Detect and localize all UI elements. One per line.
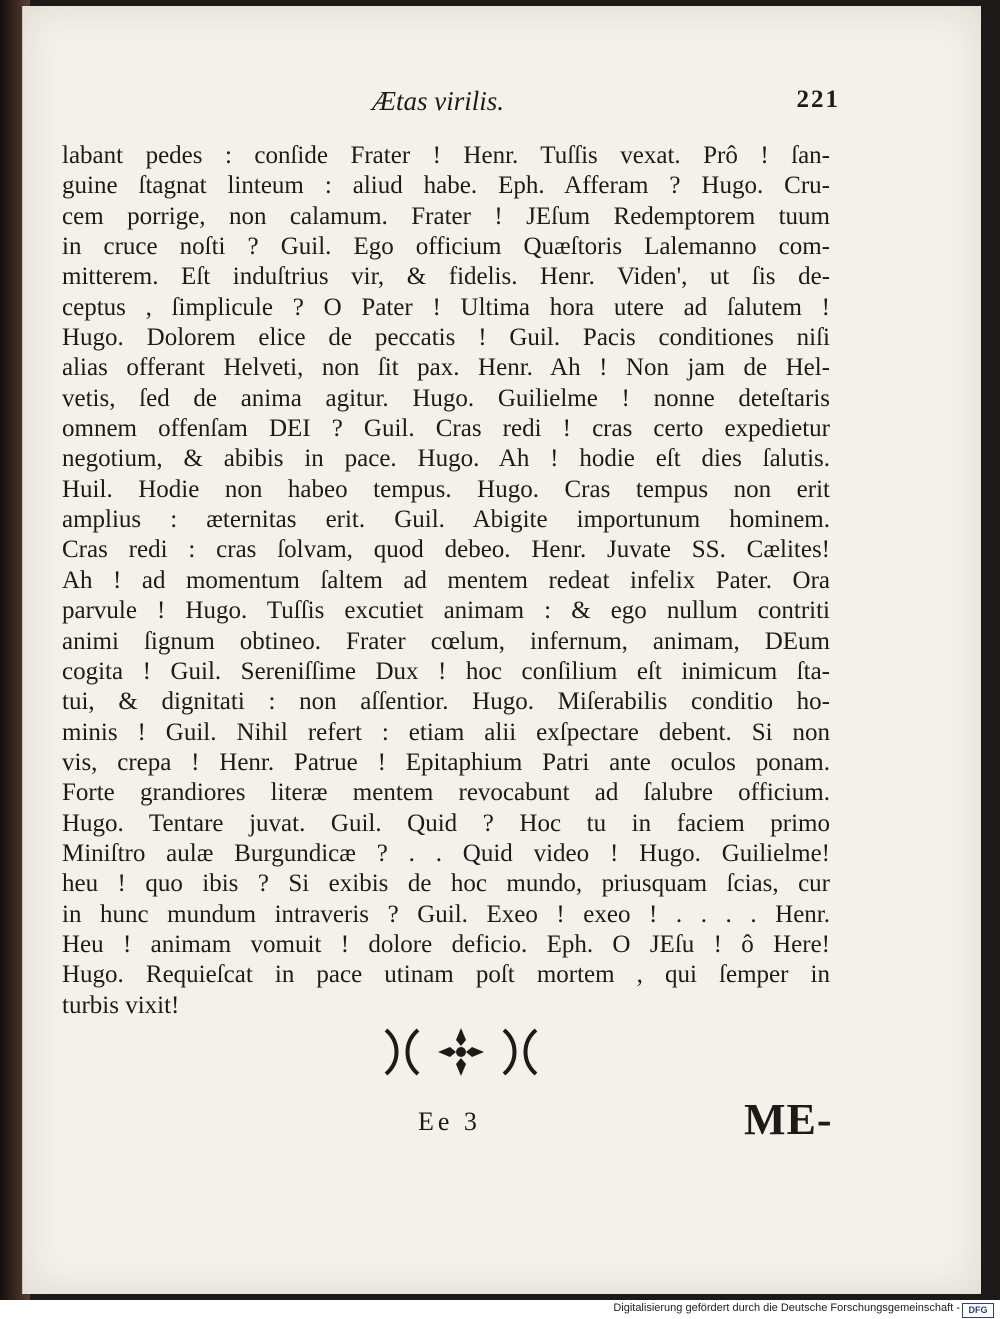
text-line: in cruce noſti ? Guil. Ego officium Quæſtoris Lalemanno com- [62, 233, 830, 261]
text-line: Ah ! ad momentum ſaltem ad mentem redeat infelix Pater. Ora [62, 566, 830, 594]
text-line: cem porrige, non calamum. Frater ! JEſum Redemptorem tuum [62, 202, 830, 230]
text-line: Miniſtro aulæ Burgundicæ ? . . Quid video ! Hugo. Guilielme! [62, 839, 830, 867]
dfg-logo-icon: DFG [962, 1303, 994, 1318]
text-line: mitterem. Eſt induſtrius vir, & fidelis. Henr. Viden', ut ſis de- [62, 263, 830, 291]
text-line: Cras redi : cras ſolvam, quod debeo. Henr. Juvate SS. Cælites! [62, 536, 830, 564]
text-line: Hugo. Requieſcat in pace utinam poſt mortem , qui ſemper in [62, 961, 830, 989]
text-line: animi ſignum obtineo. Frater cœlum, infernum, animam, DEum [62, 627, 830, 655]
text-line: Forte grandiores literæ mentem revocabunt ad ſalubre officium. [62, 779, 830, 807]
text-line: minis ! Guil. Nihil refert : etiam alii exſpectare debent. Si non [62, 718, 830, 746]
text-line: tui, & dignitati : non aſſentior. Hugo. Miſerabilis conditio ho- [62, 688, 830, 716]
text-line: alias offerant Helveti, non ſit pax. Henr. Ah ! Non jam de Hel- [62, 354, 830, 382]
text-line: negotium, & abibis in pace. Hugo. Ah ! hodie eſt dies ſalutis. [62, 445, 830, 473]
page-number: 221 [796, 86, 840, 113]
text-line: Hugo. Tentare juvat. Guil. Quid ? Hoc tu in faciem primo [62, 809, 830, 837]
text-line: parvule ! Hugo. Tuſſis excutiet animam : & ego nullum contriti [62, 597, 830, 625]
text-line: in hunc mundum intraveris ? Guil. Exeo ! exeo ! . . . . Henr. [62, 900, 830, 928]
text-line: Heu ! animam vomuit ! dolore deficio. Eph. O JEſu ! ô Here! [62, 930, 830, 958]
text-line: vetis, ſed de anima agitur. Hugo. Guilielme ! nonne deteſtaris [62, 384, 830, 412]
ornament-icon [378, 1020, 544, 1084]
text-line: guine ſtagnat linteum : aliud habe. Eph. Afferam ? Hugo. Cru- [62, 172, 830, 200]
text-line: ceptus , ſimplicule ? O Pater ! Ultima hora utere ad ſalutem ! [62, 293, 830, 321]
text-line: Hugo. Dolorem elice de peccatis ! Guil. Pacis conditiones niſi [62, 324, 830, 352]
text-line: cogita ! Guil. Sereniſſime Dux ! hoc conſilium eſt inimicum ſta- [62, 657, 830, 685]
text-line: Huil. Hodie non habeo tempus. Hugo. Cras tempus non erit [62, 475, 830, 503]
text-line: omnem offenſam DEI ? Guil. Cras redi ! cras certo expedietur [62, 415, 830, 443]
text-line: amplius : æternitas erit. Guil. Abigite importunum hominem. [62, 506, 830, 534]
text-line: heu ! quo ibis ? Si exibis de hoc mundo, priusquam ſcias, cur [62, 870, 830, 898]
signature-mark: Ee 3 [418, 1107, 481, 1136]
body-text [62, 141, 830, 1021]
running-head: Ætas virilis. [372, 86, 505, 116]
footer-bar [0, 1300, 1000, 1319]
text-line: labant pedes : conſide Frater ! Henr. Tuſſis vexat. Prô ! ſan- [62, 142, 830, 169]
text-line: turbis vixit! [62, 991, 180, 1019]
catchword: ME- [744, 1095, 833, 1144]
text-line: vis, crepa ! Henr. Patrue ! Epitaphium Patri ante oculos ponam. [62, 748, 830, 776]
footer-credit: Digitalisierung gefördert durch die Deutsche Forschungsgemeinschaft - [613, 1302, 960, 1314]
